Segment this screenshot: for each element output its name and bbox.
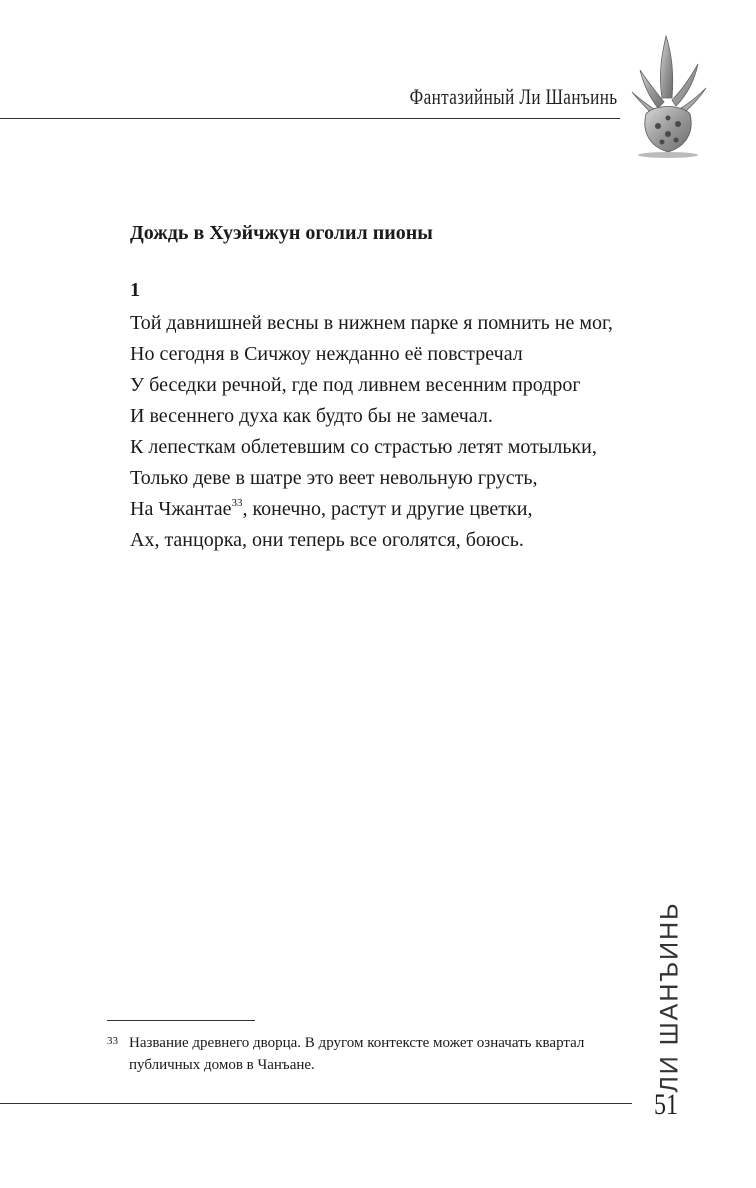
- page-number: 51: [654, 1088, 678, 1121]
- poem-title: Дождь в Хуэйчжун оголил пионы: [130, 222, 433, 244]
- poem-line: Ах, танцорка, они теперь все оголятся, боюсь.: [130, 529, 524, 551]
- poem-line: К лепесткам облетевшим со страстью летят мотыльки,: [130, 436, 597, 458]
- footnote: [107, 1032, 637, 1076]
- section-number: 1: [130, 279, 140, 301]
- poem-line-text: , конечно, растут и другие цветки,: [242, 498, 533, 520]
- side-author-label: ЛИ ШАНЪИНЬ: [655, 901, 684, 1093]
- side-author-tab: [650, 901, 690, 1093]
- footnote-reference[interactable]: 33: [231, 497, 243, 510]
- footnote-rule: [107, 1020, 255, 1021]
- poem-body: [130, 308, 640, 556]
- footer-rule: [0, 1103, 632, 1104]
- footnote-mark: 33: [107, 1035, 118, 1047]
- poem-line: И весеннего духа как будто бы не замечал.: [130, 405, 493, 427]
- poem-line-text: На Чжантае: [130, 498, 232, 520]
- poem-line: [130, 494, 640, 525]
- stone-sculpture-icon: [628, 34, 708, 158]
- poem-line: Той давнишней весны в нижнем парке я помнить не мог,: [130, 312, 613, 334]
- footnote-text: Название древнего дворца. В другом контексте может означать квартал публичных домов в Чанъане.: [129, 1035, 585, 1073]
- poem-line: Только деве в шатре это веет невольную грусть,: [130, 467, 538, 489]
- running-head: Фантазийный Ли Шанъинь: [410, 84, 618, 109]
- poem-line: У беседки речной, где под ливнем весенним продрог: [130, 374, 581, 396]
- poem-line: Но сегодня в Сичжоу нежданно её повстречал: [130, 343, 523, 365]
- header-rule: [0, 118, 620, 119]
